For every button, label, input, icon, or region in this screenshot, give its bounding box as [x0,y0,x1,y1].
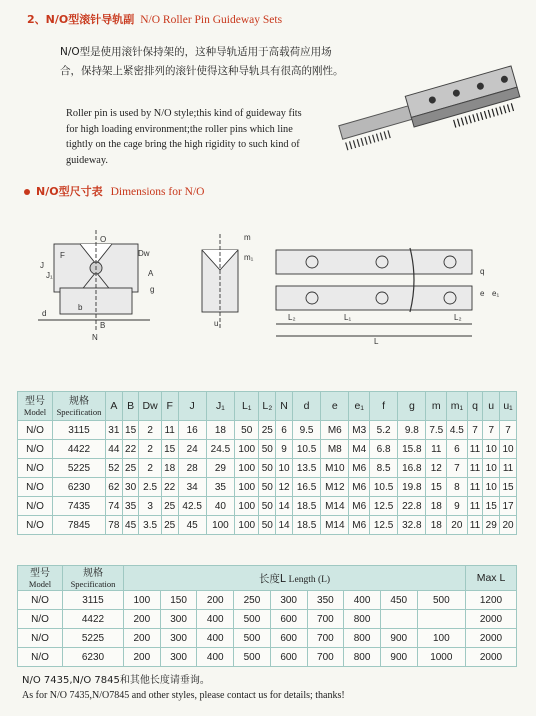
table-cell: 500 [234,648,271,667]
svg-text:B: B [100,321,106,330]
header-cn: 2、N/O型滚针导轨副 [27,13,135,26]
table-cell: 11 [500,459,517,478]
table-cell: 900 [380,648,417,667]
table-cell: 1200 [466,591,517,610]
table-cell: 200 [124,629,161,648]
col-header: u [483,392,500,421]
table-cell: 100 [417,629,465,648]
table-cell: 10.5 [292,440,320,459]
table-cell: 600 [270,629,307,648]
table-cell: N/O [18,516,53,535]
table-cell: 18 [161,459,178,478]
table-cell: 50 [259,478,276,497]
table-cell: 16.5 [292,478,320,497]
table-cell: 12.5 [369,497,397,516]
col-length [124,566,466,591]
table-cell: M10 [321,459,349,478]
table-cell: 700 [307,629,344,648]
table-cell: 10 [483,478,500,497]
table-cell: 50 [259,459,276,478]
table-cell: N/O [18,459,53,478]
table-cell: 3115 [63,591,124,610]
col-header: A [106,392,123,421]
table-cell: 32.8 [398,516,426,535]
table-cell: 50 [259,497,276,516]
col-header: m [426,392,447,421]
table-cell: 1000 [417,648,465,667]
table-cell: 74 [106,497,123,516]
table-cell: 9 [276,440,293,459]
table-cell: 400 [197,648,234,667]
col-header: e₁ [349,392,370,421]
col-header: F [161,392,178,421]
table-cell: 100 [206,516,234,535]
table-cell: 250 [234,591,271,610]
table-cell: 10 [276,459,293,478]
table-cell: 5.2 [369,421,397,440]
table-cell: M12 [321,478,349,497]
table-cell: 2000 [466,629,517,648]
table-cell: 11 [161,421,178,440]
table-cell: 18.5 [292,516,320,535]
table-cell: 300 [160,648,197,667]
front-section-drawing [38,230,150,330]
table-cell: 25 [259,421,276,440]
table-cell: 2.5 [139,478,161,497]
table-cell: 2 [139,459,161,478]
svg-text:Dw: Dw [138,249,150,258]
table-cell: 31 [106,421,123,440]
table-cell: 10.5 [369,478,397,497]
svg-text:J₁: J₁ [46,271,53,280]
table-cell: 14 [276,497,293,516]
intro-cn: N/O型是使用滚针保持架的，这种导轨适用于高载荷应用场合，保持架上紧密排列的滚针使得这种导轨具有很高的刚性。 [60,46,344,77]
svg-text:g: g [150,285,155,294]
table-cell: 7 [467,421,483,440]
table-cell: 25 [161,516,178,535]
table-cell: 9.8 [398,421,426,440]
table-cell: 400 [197,629,234,648]
table-cell: M3 [349,421,370,440]
table-cell: 800 [344,648,381,667]
table-header-row [18,392,517,421]
table-cell: 12 [426,459,447,478]
table-cell: 350 [307,591,344,610]
table-cell: 700 [307,648,344,667]
table-cell: 100 [235,459,259,478]
table-cell: N/O [18,478,53,497]
table-cell: 300 [160,629,197,648]
table-cell: 700 [307,610,344,629]
table-cell: 5225 [63,629,124,648]
col-spec: 规格 Specification [63,566,124,591]
table-cell: 11 [467,440,483,459]
table-cell: 900 [380,629,417,648]
svg-text:F: F [60,251,65,260]
table-cell: M6 [349,497,370,516]
table-cell: 15 [161,440,178,459]
table-cell: 6.8 [369,440,397,459]
table-cell: 11 [467,478,483,497]
svg-text:m: m [244,233,251,242]
svg-text:u: u [214,319,219,328]
table-cell: M6 [349,516,370,535]
table-cell: 17 [500,497,517,516]
table-cell: 22.8 [398,497,426,516]
table-cell: N/O [18,648,63,667]
table-cell: 25 [122,459,139,478]
table-cell: 35 [206,478,234,497]
note-cn: N/O 7435,N/O 7845和其他长度请垂询。 [22,675,210,686]
table-cell: 50 [235,421,259,440]
table-cell: 45 [178,516,206,535]
table-cell: 15 [500,478,517,497]
svg-text:L₂: L₂ [454,313,462,322]
intro-en: Roller pin is used by N/O style;this kind of guideway fits for high loading environment;the roller pins which line tightly on the cage bring the high rigidity to such kind of guideway. [66,108,302,166]
table-cell: N/O [18,421,53,440]
table-cell: N/O [18,629,63,648]
svg-text:b: b [78,303,83,312]
svg-text:J: J [40,261,44,270]
col-model: 型号 Model [18,566,63,591]
table-cell: 11 [467,497,483,516]
length-en: Length (L) [288,574,331,585]
table-row [18,421,517,440]
svg-text:e₁: e₁ [492,289,500,298]
table-row [18,459,517,478]
table-cell: 500 [234,610,271,629]
table-cell: 18 [426,516,447,535]
table-cell: 16.8 [398,459,426,478]
table-row [18,648,517,667]
table-cell: 5225 [53,459,106,478]
table-cell: 15 [426,478,447,497]
col-header: B [122,392,139,421]
table-cell: 7 [500,421,517,440]
col-header: e [321,392,349,421]
dimensions-heading [24,183,205,199]
table-cell: 25 [161,497,178,516]
col-header: m₁ [447,392,468,421]
note-en: As for N/O 7435,N/O7845 and other styles, please contact us for details; thanks! [22,690,345,701]
table-cell: 500 [417,591,465,610]
note [22,673,345,703]
table-cell: N/O [18,440,53,459]
col-header: J₁ [206,392,234,421]
table-cell: 450 [380,591,417,610]
bullet-icon [24,189,30,195]
col-header: Dw [139,392,161,421]
col-header: u₁ [500,392,517,421]
col-header: N [276,392,293,421]
table-cell: N/O [18,610,63,629]
table-cell: 10 [483,440,500,459]
table-cell: 15 [483,497,500,516]
table-cell: 34 [178,478,206,497]
svg-text:e: e [480,289,485,298]
table-cell: 7 [447,459,468,478]
dimensions-heading-cn: N/O型尺寸表 [36,185,103,198]
table-cell: 11 [467,459,483,478]
table-cell: 22 [122,440,139,459]
svg-text:O: O [100,235,107,244]
table-cell: 16 [178,421,206,440]
table-cell: 45 [122,516,139,535]
table-row [18,440,517,459]
table-cell: 52 [106,459,123,478]
table-cell: 4.5 [447,421,468,440]
col-header: J [178,392,206,421]
table-cell: 2000 [466,648,517,667]
table-cell: 200 [124,610,161,629]
table-cell [380,610,417,629]
table-cell: 3115 [53,421,106,440]
table-cell: M6 [349,459,370,478]
table-cell: 600 [270,648,307,667]
header-en: N/O Roller Pin Guideway Sets [140,14,283,26]
table-cell: 400 [344,591,381,610]
svg-text:N: N [92,333,98,342]
end-view-drawing [202,234,238,330]
table-cell: 40 [206,497,234,516]
table-cell: 7 [483,421,500,440]
technical-drawings [30,220,510,350]
table-cell: 100 [235,497,259,516]
length-cn: 长度L [258,572,286,585]
section-header [27,11,282,27]
table-cell: 28 [178,459,206,478]
table-cell: 800 [344,629,381,648]
table-cell: 10 [500,440,517,459]
col-max: Max L [466,566,517,591]
table-cell: 8.5 [369,459,397,478]
table-cell: 400 [197,610,234,629]
svg-text:m₁: m₁ [244,253,254,262]
svg-text:L₁: L₁ [344,313,352,322]
table-cell: 18 [426,497,447,516]
table-cell [417,610,465,629]
table-cell: 11 [467,516,483,535]
dimensions-table [17,391,517,535]
table-cell: M14 [321,497,349,516]
table-cell: 12 [276,478,293,497]
col-header: f [369,392,397,421]
table-cell: M6 [349,478,370,497]
table-cell: 300 [160,610,197,629]
table-cell: 9.5 [292,421,320,440]
table-row [18,478,517,497]
table-cell: 24 [178,440,206,459]
col-header: g [398,392,426,421]
table-cell: 7.5 [426,421,447,440]
table-cell: 15 [122,421,139,440]
table-cell: 62 [106,478,123,497]
table-cell: 10 [483,459,500,478]
table-cell: 30 [122,478,139,497]
table-cell: 100 [124,591,161,610]
table-cell: 44 [106,440,123,459]
table-cell: 29 [483,516,500,535]
table-cell: 7435 [53,497,106,516]
table-cell: 78 [106,516,123,535]
side-view-drawing [276,248,472,336]
table-cell: 50 [259,516,276,535]
table-cell: 20 [500,516,517,535]
table-cell: M8 [321,440,349,459]
dimensions-heading-en: Dimensions for N/O [110,186,205,198]
table-cell: M14 [321,516,349,535]
table-cell: 18.5 [292,497,320,516]
svg-text:L₂: L₂ [288,313,296,322]
table-row [18,497,517,516]
table-cell: 4422 [53,440,106,459]
table-cell: 12.5 [369,516,397,535]
col-header: L₁ [235,392,259,421]
table-cell: 300 [270,591,307,610]
table-cell: M4 [349,440,370,459]
table-cell: 8 [447,478,468,497]
svg-text:q: q [480,267,485,276]
table-cell: 3 [139,497,161,516]
table-cell: 6230 [63,648,124,667]
table-cell: 13.5 [292,459,320,478]
table-row [18,516,517,535]
table-cell: 29 [206,459,234,478]
table-cell: 800 [344,610,381,629]
col-header: L₂ [259,392,276,421]
svg-text:L: L [374,337,379,346]
table-row [18,629,517,648]
table-cell: 600 [270,610,307,629]
table-row [18,610,517,629]
table-cell: M6 [321,421,349,440]
table-cell: 2 [139,440,161,459]
table-cell: 9 [447,497,468,516]
table-row [18,591,517,610]
table-header-row [18,566,517,591]
svg-text:A: A [148,269,154,278]
table-cell: 2000 [466,610,517,629]
table-cell: 6230 [53,478,106,497]
table-cell: 19.8 [398,478,426,497]
svg-text:d: d [42,309,47,318]
col-spec: 规格 Specification [53,392,106,421]
table-cell: 100 [235,440,259,459]
table-cell: 35 [122,497,139,516]
table-cell: 100 [235,478,259,497]
table-cell: 150 [160,591,197,610]
table-cell: 200 [124,648,161,667]
col-header: d [292,392,320,421]
table-cell: 18 [206,421,234,440]
table-cell: 11 [426,440,447,459]
table-cell: 500 [234,629,271,648]
table-cell: 100 [235,516,259,535]
table-cell: N/O [18,497,53,516]
col-header: q [467,392,483,421]
table-cell: 200 [197,591,234,610]
table-cell: N/O [18,591,63,610]
table-cell: 4422 [63,610,124,629]
table-cell: 6 [447,440,468,459]
length-table [17,565,517,667]
col-model: 型号 Model [18,392,53,421]
table-cell: 50 [259,440,276,459]
guideway-photo [330,60,530,160]
table-cell: 2 [139,421,161,440]
table-cell: 42.5 [178,497,206,516]
table-cell: 14 [276,516,293,535]
table-cell: 7845 [53,516,106,535]
table-cell: 6 [276,421,293,440]
table-cell: 22 [161,478,178,497]
table-cell: 24.5 [206,440,234,459]
table-cell: 3.5 [139,516,161,535]
table-cell: 15.8 [398,440,426,459]
table-cell: 20 [447,516,468,535]
